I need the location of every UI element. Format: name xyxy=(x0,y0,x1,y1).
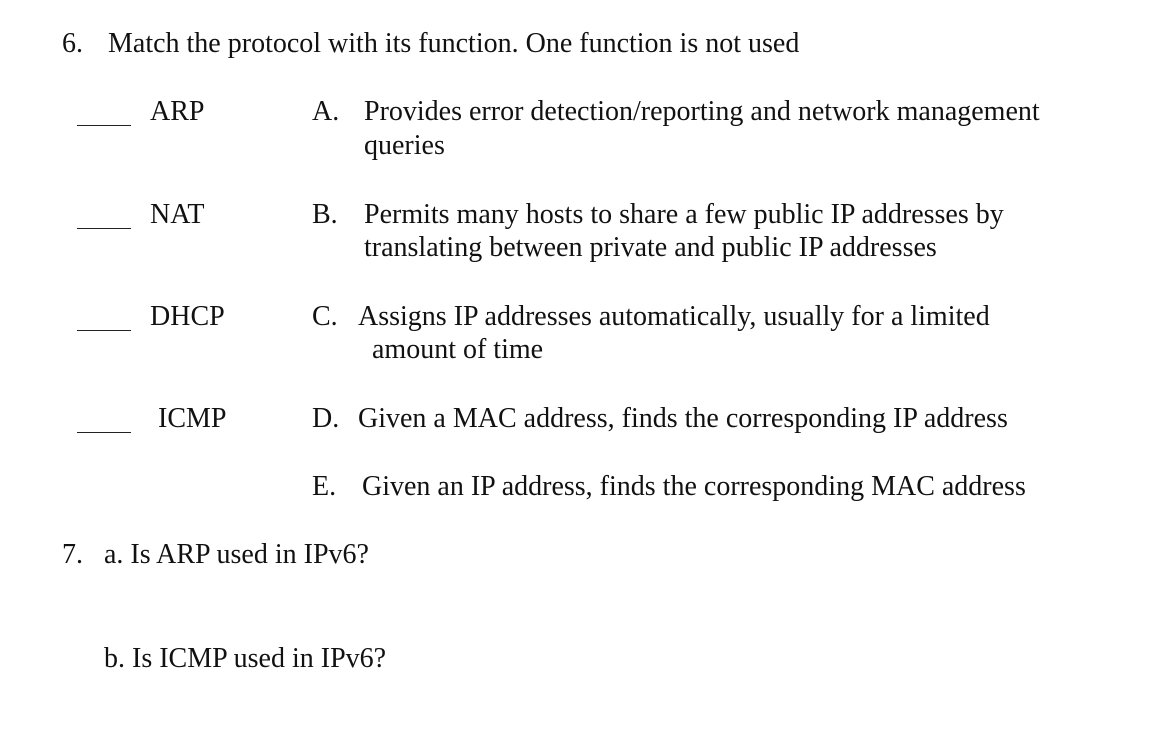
protocol-nat: NAT xyxy=(150,199,205,230)
protocol-dhcp: DHCP xyxy=(150,301,225,332)
answer-blank-arp[interactable] xyxy=(77,125,131,126)
question-6-prompt: Match the protocol with its function. One function is not used xyxy=(108,28,800,59)
protocol-icmp: ICMP xyxy=(158,403,227,434)
function-letter-c: C. xyxy=(312,301,338,332)
answer-blank-icmp[interactable] xyxy=(77,432,131,433)
question-7b-text: b. Is ICMP used in IPv6? xyxy=(104,643,387,674)
function-a-line-1: Provides error detection/reporting and network management xyxy=(364,96,1040,127)
function-letter-a: A. xyxy=(312,96,340,127)
question-7-number: 7. xyxy=(62,539,83,570)
function-b-line-2: translating between private and public IP addresses xyxy=(364,232,937,263)
function-letter-d: D. xyxy=(312,403,340,434)
function-letter-b: B. xyxy=(312,199,338,230)
function-b-line-1: Permits many hosts to share a few public IP addresses by xyxy=(364,199,1004,230)
function-d-line-1: Given a MAC address, finds the corresponding IP address xyxy=(358,403,1008,434)
answer-blank-nat[interactable] xyxy=(77,228,131,229)
function-c-line-2: amount of time xyxy=(372,334,544,365)
answer-blank-dhcp[interactable] xyxy=(77,330,131,331)
protocol-arp: ARP xyxy=(150,96,205,127)
question-6-number: 6. xyxy=(62,28,83,59)
function-a-line-2: queries xyxy=(364,130,445,161)
function-e-line-1: Given an IP address, finds the corresponding MAC address xyxy=(362,471,1026,502)
function-c-line-1: Assigns IP addresses automatically, usually for a limited xyxy=(358,301,990,332)
question-7a-text: a. Is ARP used in IPv6? xyxy=(104,539,369,570)
function-letter-e: E. xyxy=(312,471,337,502)
